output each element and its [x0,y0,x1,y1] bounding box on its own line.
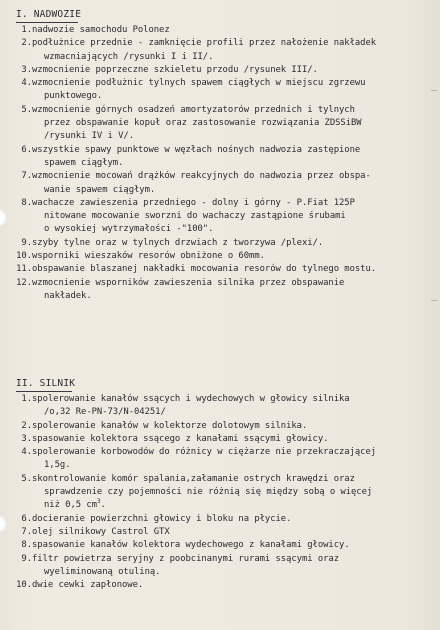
item-line: wszystkie spawy punktowe w węzłach nośnych nadwozia zastępione [32,144,361,155]
item-number: 8. [21,197,32,208]
item-number: 10. [16,251,32,262]
item-line: wzmacniających /rysunki I i II/. [44,51,214,62]
item-text [32,446,432,473]
item-line: podłużnice przednie - zamknięcie profili przez nałożenie nakładek [32,38,377,49]
list-item [14,250,432,263]
section-heading-text: I. NADWOZIE [16,9,82,20]
item-text [32,473,432,513]
punch-hole [0,516,7,532]
item-line: spawem ciągłym. [44,157,124,168]
item-text [32,579,432,592]
item-number: 3. [21,433,32,444]
item-text [32,433,432,446]
item-line: spolerowanie kanałów ssących i wydechowych w głowicy silnika [32,394,350,404]
list-item [14,579,432,592]
item-line: nadwozie samochodu Polonez [32,25,170,35]
item-number: 4. [21,447,32,458]
item-line: wzmocnienie mocowań drążków reakcyjnych do nadwozia przez obspa- [32,171,371,182]
item-number: 7. [21,526,32,537]
list-item [14,263,432,276]
item-text [32,539,432,552]
item-line: dwie cewki zapłonowe. [32,580,144,591]
item-text [32,197,432,237]
item-line [32,499,432,512]
item-line: nakładek. [44,290,92,301]
item-text [32,144,432,171]
list-item [14,237,432,250]
item-number: 1. [21,394,32,404]
list-item [14,104,432,144]
item-list [14,24,432,303]
item-number: 10. [16,580,32,591]
item-line: wachacze zawieszenia przedniego - dolny i górny - P.Fiat 125P [32,197,355,208]
item-line: /o,32 Re-PN-73/N-04251/ [44,407,166,418]
item-number: 6. [21,144,32,155]
item-line-text: niż 0,5 cm [44,500,97,511]
list-item [14,420,432,433]
item-line: wanie spawem ciągłym. [44,184,156,195]
item-line: wyeliminowaną otuliną. [44,566,161,577]
section-heading [14,378,432,392]
item-text [32,420,432,433]
item-text [32,393,432,420]
item-line: spolerowanie korbowodów do różnicy w ciężarze nie przekraczającej [32,447,377,458]
item-text [32,526,432,539]
list-item [14,144,432,171]
item-line: punktowego. [44,91,103,102]
section-heading [14,9,432,23]
item-text [32,77,432,104]
item-number: 2. [21,420,32,431]
list-item [14,77,432,104]
section-heading-text: II. SILNIK [16,378,76,389]
item-line: wzmocnienie wsporników zawieszenia silnika przez obspawanie [32,277,345,288]
list-item [14,170,432,197]
item-line: spolerowanie kanałów w kolektorze dolotowym silnika. [32,420,308,431]
item-line: 1,5g. [44,460,71,471]
item-line: wzmocnienie górnych osadzeń amortyzatorów przednich i tylnych [32,104,355,115]
item-text [32,237,432,250]
item-number: 9. [21,237,32,248]
item-number: 7. [21,171,32,182]
item-text [32,513,432,526]
list-item [14,24,432,37]
item-line: obspawanie blaszanej nakładki mocowania resorów do tylnego mostu. [32,264,377,275]
item-line: wzmocnienie podłużnic tylnych spawem ciągłych w miejscu zgrzewu [32,78,366,89]
list-item [14,473,432,513]
item-line: olej silnikowy Castrol GTX [32,526,170,537]
list-item [14,433,432,446]
superscript: 3 [96,498,101,506]
item-line: nitowane mocowanie sworzni do wachaczy zastąpione śrubami [44,211,346,222]
item-line-end: . [100,500,106,511]
list-item [14,393,432,420]
item-line: skontrolowanie komór spalania,załamanie ostrych krawędzi oraz [32,473,355,484]
item-line: sprawdzenie czy pojemności nie różnią się między sobą o więcej [44,487,373,498]
list-item [14,553,432,580]
item-number: 11. [16,264,32,275]
item-text [32,104,432,144]
item-number: 2. [21,38,32,49]
item-text [32,553,432,580]
heading-underline [16,22,78,23]
section-nadwozie [14,9,432,303]
item-number: 9. [21,553,32,564]
item-text [32,263,432,276]
item-list [14,393,432,592]
item-number: 6. [21,513,32,524]
list-item [14,277,432,304]
item-text [32,24,432,37]
item-line: spasowanie kolektora ssącego z kanałami ssącymi głowicy. [32,433,329,444]
list-item [14,526,432,539]
item-line: filtr powietrza seryjny z poobcinanymi rurami ssącymi oraz [32,553,340,564]
item-number: 5. [21,473,32,484]
item-text [32,170,432,197]
item-line: wsporniki wieszaków resorów obniżone o 60mm. [32,251,265,262]
item-text [32,250,432,263]
list-item [14,513,432,526]
heading-underline [16,391,72,392]
item-number: 12. [16,277,32,288]
list-item [14,446,432,473]
item-line: docieranie powierzchni głowicy i bloku na płycie. [32,513,292,524]
item-number: 8. [21,540,32,551]
item-line: /rysunki IV i V/. [44,131,134,142]
item-number: 5. [21,104,32,115]
item-text [32,37,432,64]
list-item [14,539,432,552]
item-text [32,277,432,304]
list-item [14,37,432,64]
list-item [14,64,432,77]
item-line: szyby tylne oraz w tylnych drzwiach z tworzywa /plexi/. [32,237,324,248]
punch-hole [0,210,7,226]
list-item [14,197,432,237]
item-line: o wysokiej wytrzymałości -"100". [44,224,214,235]
item-number: 3. [21,64,32,75]
item-text [32,64,432,77]
item-line: spasowanie kanałów kolektora wydechowego z kanałami głowicy. [32,540,350,551]
section-silnik [14,378,432,592]
item-line: wzmocnienie poprzeczne szkieletu przodu /rysunek III/. [32,64,318,75]
item-number: 4. [21,78,32,89]
item-number: 1. [21,25,32,35]
item-line: przez obspawanie kopuł oraz zastosowanie rozwiązania ZDSSiBW [44,118,362,129]
